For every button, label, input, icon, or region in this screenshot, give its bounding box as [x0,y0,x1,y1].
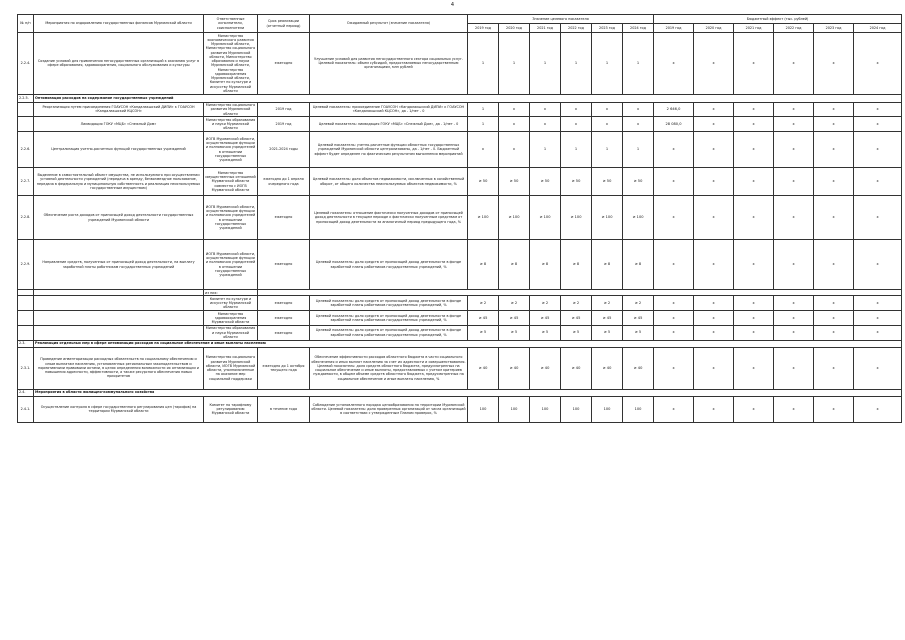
effect-value: х [854,296,902,311]
effect-value: х [854,347,902,389]
indicator-value: ≥ 100 [468,196,499,240]
row-responsible: Министерство социального развития Мурманской области [204,102,258,117]
table-row [18,132,902,168]
header-result: Ожидаемый результат (значение показателя) [310,15,468,33]
effect-value: х [854,33,902,95]
row-result: Целевой показатель: доля средств от приносящей доход деятельности в фонде заработной платы работников государственных учреждений, % [310,311,468,326]
effect-value: х [774,311,814,326]
row-number [18,325,34,340]
row-responsible: ИОГВ Мурманской области, осуществляющие функции и полномочия учредителей в отношении государственных учреждений [204,240,258,290]
indicator-value: 100 [592,396,623,422]
indicator-value: 100 [468,396,499,422]
row-deadline: ежегодно [258,296,310,311]
row-responsible: Министерство образования и науки Мурманской области [204,325,258,340]
row-deadline: ежегодно до 1 апреля очередного года [258,168,310,196]
indicator-value: 1 [561,132,592,168]
header-indicator-year: 2019 год [468,24,499,33]
indicator-value: ≥ 2 [561,296,592,311]
row-deadline: ежегодно [258,240,310,290]
effect-value: 2 646,0 [654,102,694,117]
effect-value: х [734,347,774,389]
indicator-value: ≥ 40 [530,347,561,389]
row-deadline: ежегодно [258,325,310,340]
row-responsible: Комитет по культуре и искусству Мурманской области [204,296,258,311]
effect-value: х [694,396,734,422]
table-row [18,396,902,422]
effect-value: х [734,240,774,290]
row-number: 2.2.6. [18,132,34,168]
table-row [18,296,902,311]
indicator-value: ≥ 45 [499,311,530,326]
indicator-value: ≥ 8 [530,240,561,290]
table-row [18,117,902,132]
effect-value: х [854,240,902,290]
indicator-value: 100 [561,396,592,422]
row-responsible: Министерство имущественных отношений Мурманской области совместно с ИОГВ Мурманской области [204,168,258,196]
indicator-value: ≥ 8 [592,240,623,290]
indicator-value: 100 [499,396,530,422]
row-measure: Ликвидация ГОКУ «МЦБ» «Снежный Дом» [34,117,204,132]
indicator-value: ≥ 40 [468,347,499,389]
row-responsible: Министерство образования и науки Мурманской области [204,117,258,132]
table-row [18,196,902,240]
effect-value: х [774,325,814,340]
indicator-value: х [499,117,530,132]
effect-value: х [694,296,734,311]
effect-value: х [854,168,902,196]
row-measure: Направление средств, полученных от приносящей доход деятельности, на выплату заработной платы работникам государственных учреждений [34,240,204,290]
effect-value: х [814,240,854,290]
effect-value: х [774,240,814,290]
effect-value: х [774,396,814,422]
row-result: Целевой показатель: доля средств от приносящей доход деятельности в фонде заработной платы работников государственных учреждений, % [310,240,468,290]
effect-value: х [654,311,694,326]
indicator-value: х [468,132,499,168]
indicator-value: 100 [623,396,654,422]
effect-value: х [734,33,774,95]
section-title: Мероприятия в области жилищно-коммунального хозяйства [34,389,902,396]
effect-value: х [854,117,902,132]
indicator-value: ≥ 40 [623,347,654,389]
row-number: 2.3.1. [18,347,34,389]
indicator-value: 1 [499,33,530,95]
indicator-value: х [592,117,623,132]
indicator-value: ≥ 45 [592,311,623,326]
effect-value: х [734,132,774,168]
effect-value: х [774,196,814,240]
indicator-value: х [592,102,623,117]
effect-value: х [854,311,902,326]
indicator-value: ≥ 2 [499,296,530,311]
row-result: Целевой показатель: доля объектов недвижимости, исключенных в хозяйственный оборот, от общего количества неиспользуемых объектов недвижимости, % [310,168,468,196]
row-deadline: 2019 год [258,102,310,117]
table-row [18,311,902,326]
row-number: 2.2.7. [18,168,34,196]
effect-value: х [774,117,814,132]
effect-value: х [734,102,774,117]
effect-value: х [654,347,694,389]
header-effect-year: 2020 год [694,24,734,33]
effect-value: х [734,296,774,311]
header-responsible: Ответственные исполнители, соисполнители [204,15,258,33]
effect-value: х [694,102,734,117]
row-result: Целевой показатель: отношение фактически полученных доходов от приносящей доход деятельности в текущем периоде к фактически полученным средствам от приносящей доход деятельности за аналогичный период предыдущего года, % [310,196,468,240]
effect-value: х [814,347,854,389]
indicator-value: х [530,102,561,117]
indicator-value: 1 [623,132,654,168]
row-measure: Создание условий для привлечения негосударственных организаций к оказанию услуг в сфере образования, здравоохранения, социального обслуживания и культуры [34,33,204,95]
effect-value: х [654,296,694,311]
row-responsible: Министерство социального развития Мурманской области, ИОГВ Мурманской области, уполномоченные на оказание мер социальной поддержки [204,347,258,389]
header-deadline: Срок реализации (отчетный период) [258,15,310,33]
measures-table [17,14,902,423]
effect-value: х [854,396,902,422]
row-result: Обеспечение эффективности расходов областного бюджета в части социального обеспечения и иных выплат населению за счет их адресности и совершенствования. Целевой показатель: доля средств областного бюджета, предусмотренных на социальное обеспечение и иные выплаты, предоставляемых с учетом критериев нуждаемости, в общем объеме средств областного бюджета, предусмотренных на социальное обеспечение и иные выплаты населению, % [310,347,468,389]
effect-value: х [694,132,734,168]
row-number [18,117,34,132]
indicator-value: х [499,102,530,117]
effect-value: х [734,168,774,196]
row-measure [34,296,204,311]
indicator-value: ≥ 8 [561,240,592,290]
effect-value: х [774,33,814,95]
indicator-value: ≥ 8 [499,240,530,290]
row-number: 2.2.9. [18,240,34,290]
row-result: Целевой показатель: присоединение ГОАУСОН «Кандалакшский ДИПИ» к ГОАУСОН «Кандалакшский КЦСОН», да - 1/нет - 0 [310,102,468,117]
row-measure: Обеспечение роста доходов от приносящей доход деятельности государственных учреждений Мурманской области [34,196,204,240]
indicator-value: ≥ 8 [468,240,499,290]
section-title: Реализация отдельных мер в сфере оптимизации расходов на социальное обеспечение и иные выплаты населению [34,340,902,347]
header-indicator-year: 2020 год [499,24,530,33]
indicator-value: ≥ 40 [592,347,623,389]
header-effect-year: 2021 год [734,24,774,33]
effect-value: х [694,33,734,95]
header-effect-group: Бюджетный эффект (тыс. рублей) [654,15,902,24]
effect-value: х [654,168,694,196]
row-responsible: Министерство здравоохранения Мурманской области [204,311,258,326]
row-result: Целевой показатель: ликвидация ГОКУ «МЦБ» «Снежный Дом», да - 1/нет - 0 [310,117,468,132]
effect-value: х [654,33,694,95]
indicator-value: ≥ 100 [592,196,623,240]
indicator-value: 1 [468,117,499,132]
indicator-value: ≥ 50 [561,168,592,196]
header-indicator-year: 2023 год [592,24,623,33]
indicator-value: 1 [561,33,592,95]
indicator-value: х [561,102,592,117]
indicator-value: 1 [468,102,499,117]
indicator-value: ≥ 2 [468,296,499,311]
table-row [18,240,902,290]
indicator-value: ≥ 100 [623,196,654,240]
indicator-value: ≥ 5 [561,325,592,340]
table-row [18,340,902,347]
effect-value: х [654,396,694,422]
effect-value: х [654,196,694,240]
indicator-value: х [499,132,530,168]
indicator-value: ≥ 50 [592,168,623,196]
effect-value: х [814,117,854,132]
indicator-value: ≥ 100 [561,196,592,240]
effect-value: х [734,311,774,326]
table-row [18,347,902,389]
effect-value: х [694,325,734,340]
effect-value: х [694,196,734,240]
indicator-value: ≥ 5 [623,325,654,340]
row-number: 2.4. [18,389,34,396]
header-indicator-year: 2021 год [530,24,561,33]
effect-value: х [854,132,902,168]
row-number: 2.2.5. [18,94,34,102]
effect-value: х [814,325,854,340]
indicator-value: ≥ 100 [499,196,530,240]
row-result: Целевой показатель: доля средств от приносящей доход деятельности в фонде заработной платы работников государственных учреждений, % [310,296,468,311]
effect-value: х [814,168,854,196]
effect-value: х [774,296,814,311]
effect-value: х [774,168,814,196]
row-number: 2.4.1. [18,396,34,422]
effect-value: х [814,33,854,95]
row-deadline: ежегодно [258,196,310,240]
indicator-value: ≥ 2 [530,296,561,311]
header-indicator-group: Значение целевого показателя [468,15,654,24]
indicator-value: ≥ 5 [592,325,623,340]
row-number: 2.3. [18,340,34,347]
row-responsible: ИОГВ Мурманской области, осуществляющие функции и полномочия учредителей в отношении государственных учреждений [204,196,258,240]
row-number [18,102,34,117]
table-row [18,94,902,102]
row-responsible: Министерство экономического развития Мурманской области, Министерство социального развития Мурманской области, Министерство образования и науки Мурманской области, Министерство здравоохранения Мурманской области, Комитет по культуре и искусству Мурманской области [204,33,258,95]
row-deadline: 2019 год [258,117,310,132]
indicator-value: х [623,102,654,117]
effect-value: 28 080,0 [654,117,694,132]
row-number [18,311,34,326]
indicator-value: 1 [530,132,561,168]
row-number: 2.2.8. [18,196,34,240]
row-responsible: Комитет по тарифному регулированию Мурманской области [204,396,258,422]
header-effect-year: 2024 год [854,24,902,33]
effect-value: х [814,311,854,326]
row-deadline: ежегодно до 1 октября текущего года [258,347,310,389]
indicator-value: ≥ 2 [592,296,623,311]
header-effect-year: 2023 год [814,24,854,33]
effect-value: х [694,347,734,389]
row-result: Целевой показатель: доля средств от приносящей доход деятельности в фонде заработной платы работников государственных учреждений, % [310,325,468,340]
indicator-value: ≥ 100 [530,196,561,240]
row-number: 2.2.4. [18,33,34,95]
indicator-value: ≥ 45 [530,311,561,326]
table-row [18,168,902,196]
header-indicator-year: 2024 год [623,24,654,33]
indicator-value: ≥ 50 [530,168,561,196]
effect-value: х [814,296,854,311]
row-measure: Осуществление контроля в сфере государственного регулирования цен (тарифов) на территории Мурманской области [34,396,204,422]
table-row [18,389,902,396]
indicator-value: ≥ 45 [468,311,499,326]
indicator-value: ≥ 45 [561,311,592,326]
indicator-value: 1 [623,33,654,95]
indicator-value: ≥ 50 [499,168,530,196]
row-measure: Реорганизация путем присоединения ГОАУСОН «Кандалакшский ДИПИ» к ГОАУСОН «Кандалакшский КЦСОН» [34,102,204,117]
row-measure: Централизация учетно-расчетных функций государственных учреждений [34,132,204,168]
effect-value: х [654,132,694,168]
row-deadline: ежегодно [258,33,310,95]
header-effect-year: 2022 год [774,24,814,33]
table-header [18,15,902,33]
effect-value: х [694,240,734,290]
row-number [18,296,34,311]
effect-value: х [734,196,774,240]
indicator-value: 1 [592,132,623,168]
row-measure: Выделение в самостоятельный объект имущества, не используемого при осуществлении уставной деятельности учреждений (передача в аренду, безвозмездное пользование, передача в федеральную и муниципальную собственность и реализация неиспользуемых государственным имуществом) [34,168,204,196]
row-deadline: ежегодно [258,311,310,326]
indicator-value: ≥ 5 [468,325,499,340]
row-result: Целевой показатель: учетно-расчетные функции областных государственных учреждений Мурманской области централизованы, да - 1/нет - 0. Бюджетный эффект будет определен по фактическим результатам выполнения мероприятий [310,132,468,168]
effect-value: х [854,102,902,117]
indicator-value: ≥ 40 [561,347,592,389]
header-indicator-year: 2022 год [561,24,592,33]
indicator-value: 100 [530,396,561,422]
row-responsible: ИОГВ Мурманской области, осуществляющие функции и полномочия учредителей в отношении государственных учреждений [204,132,258,168]
indicator-value: ≥ 8 [623,240,654,290]
table-row [18,102,902,117]
indicator-value: ≥ 50 [468,168,499,196]
indicator-value: ≥ 2 [623,296,654,311]
effect-value: х [774,347,814,389]
indicator-value: 1 [530,33,561,95]
effect-value: х [774,102,814,117]
header-measure: Мероприятия по оздоровлению государственных финансов Мурманской области [34,15,204,33]
effect-value: х [654,240,694,290]
indicator-value: х [561,117,592,132]
indicator-value: ≥ 40 [499,347,530,389]
row-measure [34,325,204,340]
section-title: Оптимизация расходов на содержание государственных учреждений [34,94,902,102]
indicator-value: ≥ 50 [623,168,654,196]
effect-value: х [814,102,854,117]
effect-value: х [814,132,854,168]
effect-value: х [734,325,774,340]
effect-value: х [854,325,902,340]
indicator-value: х [530,117,561,132]
header-num: № п/п [18,15,34,33]
table-body [18,33,902,423]
effect-value: х [774,132,814,168]
row-deadline: в течение года [258,396,310,422]
row-measure: Проведение инвентаризации расходных обязательств по социальному обеспечению и иным выплатам населению, установленных региональным законодательством и нормативными правовыми актами, в целях определения возможности их оптимизации и повышения адресности, эффективности, а также ресурсного обеспечения новых приоритетов [34,347,204,389]
row-deadline: 2021-2024 годы [258,132,310,168]
indicator-value: ≥ 5 [499,325,530,340]
indicator-value: ≥ 45 [623,311,654,326]
effect-value: х [694,311,734,326]
row-measure [34,311,204,326]
effect-value: х [814,396,854,422]
table-row [18,325,902,340]
indicator-value: ≥ 5 [530,325,561,340]
effect-value: х [814,196,854,240]
effect-value: х [734,117,774,132]
indicator-value: х [623,117,654,132]
header-effect-year: 2019 год [654,24,694,33]
page-number: 4 [450,2,455,8]
effect-value: х [694,117,734,132]
effect-value: х [694,168,734,196]
effect-value: х [854,196,902,240]
effect-value: х [654,325,694,340]
row-result: Улучшение условий для развития негосударственного сектора социальных услуг. Целевой показатель: объем субсидий, предоставляемых негосударственным организациям, млн рублей [310,33,468,95]
indicator-value: 1 [468,33,499,95]
effect-value: х [734,396,774,422]
row-subheading: из них: [204,290,258,296]
indicator-value: 1 [592,33,623,95]
table-row [18,33,902,95]
row-result: Соблюдение установленного порядка ценообразования на территории Мурманской области. Целевой показатель: доля проверенных организаций от числа организаций в соответствии с утвержденным Планом проверок, % [310,396,468,422]
